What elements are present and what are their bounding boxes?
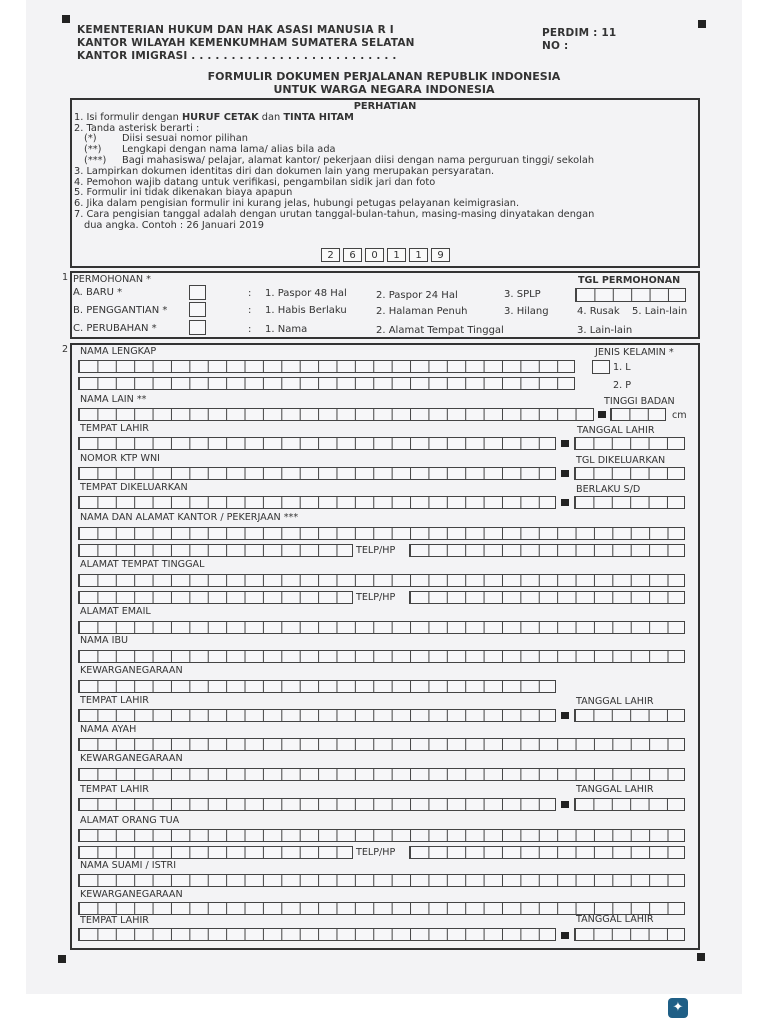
tempat-lahir-ayah-label: TEMPAT LAHIR — [80, 784, 149, 795]
example-digit: 1 — [387, 248, 406, 262]
option-rusak: 4. Rusak — [577, 306, 620, 317]
suami-istri-field[interactable] — [78, 874, 685, 887]
registration-mark-bottom-left — [58, 955, 66, 963]
example-digit: 1 — [409, 248, 428, 262]
tanggal-lahir-ibu-label: TANGGAL LAHIR — [576, 696, 654, 707]
notice-box — [70, 98, 700, 268]
jenis-kelamin-label: JENIS KELAMIN * — [595, 347, 674, 358]
tinggi-badan-label: TINGGI BADAN — [604, 396, 675, 407]
email-field[interactable] — [78, 621, 685, 634]
example-date-digits — [318, 248, 450, 262]
colon: : — [248, 288, 252, 299]
scribd-logo-icon[interactable]: ✦ — [668, 998, 688, 1018]
nama-lain-label: NAMA LAIN ** — [80, 394, 147, 405]
telp-label: TELP/HP — [356, 847, 396, 858]
option-hilang: 3. Hilang — [504, 306, 549, 317]
tanggal-lahir-ayah-field[interactable] — [574, 798, 685, 811]
alamat-ortu-label: ALAMAT ORANG TUA — [80, 815, 180, 826]
tempat-lahir-ibu-field[interactable] — [78, 709, 556, 722]
marker-square — [598, 411, 606, 418]
option-lain-lain-b: 5. Lain-lain — [632, 306, 688, 317]
telp-label: TELP/HP — [356, 545, 396, 556]
nama-ayah-label: NAMA AYAH — [80, 724, 137, 735]
berlaku-label: BERLAKU S/D — [576, 484, 641, 495]
checkbox-baru[interactable] — [189, 285, 206, 300]
form-number: NO : — [542, 40, 569, 52]
marker-square — [561, 470, 569, 477]
kewarganegaraan-ayah-field[interactable] — [78, 768, 685, 781]
tempat-lahir-label: TEMPAT LAHIR — [80, 423, 149, 434]
section-2-number: 2 — [62, 344, 69, 355]
tgl-permohonan-field[interactable] — [575, 288, 686, 302]
colon: : — [248, 324, 252, 335]
registration-mark-top-left — [62, 15, 70, 23]
form-subtitle: UNTUK WARGA NEGARA INDONESIA — [273, 83, 495, 96]
kewarganegaraan-ibu-label: KEWARGANEGARAAN — [80, 665, 183, 676]
tempat-dikeluarkan-field[interactable] — [78, 496, 556, 509]
jenis-kelamin-l: 1. L — [613, 362, 631, 373]
email-label: ALAMAT EMAIL — [80, 606, 151, 617]
tanggal-lahir-field[interactable] — [574, 437, 685, 450]
perdim-code: PERDIM : 11 — [542, 27, 617, 39]
notice-heading: PERHATIAN — [353, 101, 417, 112]
option-perubahan-label: C. PERUBAHAN * — [73, 323, 157, 334]
nama-lengkap-field-1[interactable] — [78, 360, 575, 373]
tempat-lahir-pasangan-label: TEMPAT LAHIR — [80, 915, 149, 926]
alamat-tinggal-label: ALAMAT TEMPAT TINGGAL — [80, 559, 205, 570]
marker-square — [561, 712, 569, 719]
notice-item-5: 5. Formulir ini tidak dikenakan biaya apapun — [74, 187, 293, 199]
alamat-tinggal-field-2[interactable] — [78, 591, 353, 604]
marker-square — [561, 801, 569, 808]
option-halaman-penuh: 2. Halaman Penuh — [376, 306, 468, 317]
kantor-field-2[interactable] — [78, 544, 353, 557]
example-digit: 9 — [431, 248, 450, 262]
berlaku-field[interactable] — [574, 496, 685, 509]
option-paspor-48: 1. Paspor 48 Hal — [265, 288, 347, 299]
alamat-ortu-field-1[interactable] — [78, 829, 685, 842]
immigration-office: KANTOR IMIGRASI . . . . . . . . . . . . . . . . . . . . . . . . . . — [77, 50, 397, 62]
example-digit: 2 — [321, 248, 340, 262]
option-splp: 3. SPLP — [504, 289, 541, 300]
kewarganegaraan-ibu-field[interactable] — [78, 680, 556, 693]
asterisk-1: (*) Diisi sesuai nomor pilihan — [84, 133, 248, 145]
option-lain-lain-c: 3. Lain-lain — [577, 325, 633, 336]
kewarganegaraan-pasangan-label: KEWARGANEGARAAN — [80, 889, 183, 900]
tgl-permohonan-label: TGL PERMOHONAN — [578, 275, 681, 286]
jenis-kelamin-p: 2. P — [613, 380, 631, 391]
kewarganegaraan-ayah-label: KEWARGANEGARAAN — [80, 753, 183, 764]
checkbox-penggantian[interactable] — [189, 302, 206, 317]
notice-item-6: 6. Jika dalam pengisian formulir ini kurang jelas, hubungi petugas pelayanan keimigrasian. — [74, 198, 520, 210]
option-baru-label: A. BARU * — [73, 287, 123, 298]
alamat-ortu-telp-field[interactable] — [409, 846, 685, 859]
regional-office: KANTOR WILAYAH KEMENKUMHAM SUMATERA SELATAN — [77, 37, 415, 49]
tanggal-lahir-pasangan-field[interactable] — [574, 928, 685, 941]
tempat-lahir-field[interactable] — [78, 437, 556, 450]
tgl-dikeluarkan-field[interactable] — [574, 467, 685, 480]
tempat-lahir-ayah-field[interactable] — [78, 798, 556, 811]
alamat-tinggal-field-1[interactable] — [78, 574, 685, 587]
section-1-number: 1 — [62, 272, 69, 283]
nama-ibu-label: NAMA IBU — [80, 635, 129, 646]
tanggal-lahir-ibu-field[interactable] — [574, 709, 685, 722]
nama-lengkap-label: NAMA LENGKAP — [80, 346, 157, 357]
nama-ayah-field[interactable] — [78, 738, 685, 751]
alamat-telp-field[interactable] — [409, 591, 685, 604]
ministry-name: KEMENTERIAN HUKUM DAN HAK ASASI MANUSIA R I — [77, 24, 394, 36]
notice-item-3: 3. Lampirkan dokumen identitas diri dan dokumen lain yang merupakan persyaratan. — [74, 165, 495, 177]
tanggal-lahir-pasangan-label: TANGGAL LAHIR — [576, 914, 654, 925]
colon: : — [248, 305, 252, 316]
registration-mark-top-right — [698, 20, 706, 28]
nomor-ktp-field[interactable] — [78, 467, 556, 480]
section-1-title: PERMOHONAN * — [73, 274, 151, 285]
tanggal-lahir-ayah-label: TANGGAL LAHIR — [576, 784, 654, 795]
notice-item-1: 1. Isi formulir dengan HURUF CETAK dan TINTA HITAM — [74, 111, 354, 123]
notice-item-7: 7. Cara pengisian tanggal adalah dengan urutan tanggal-bulan-tahun, masing-masing dinyatakan dengan — [74, 208, 595, 220]
telp-label: TELP/HP — [356, 592, 396, 603]
marker-square — [561, 932, 569, 939]
tempat-lahir-pasangan-field[interactable] — [78, 928, 556, 941]
registration-mark-bottom-right — [697, 953, 705, 961]
option-penggantian-label: B. PENGGANTIAN * — [73, 305, 168, 316]
tempat-dikeluarkan-label: TEMPAT DIKELUARKAN — [80, 482, 188, 493]
asterisk-3: (***) Bagi mahasiswa/ pelajar, alamat kantor/ pekerjaan diisi dengan nama perguruan tinggi/ sekolah — [84, 154, 595, 166]
header-block — [77, 24, 415, 63]
form-code-block — [542, 27, 616, 53]
option-nama: 1. Nama — [265, 324, 308, 335]
suami-istri-label: NAMA SUAMI / ISTRI — [80, 860, 177, 871]
example-digit: 0 — [365, 248, 384, 262]
tempat-lahir-ibu-label: TEMPAT LAHIR — [80, 695, 149, 706]
nama-lengkap-field-2[interactable] — [78, 377, 575, 390]
tinggi-badan-field[interactable] — [610, 408, 666, 421]
marker-square — [561, 499, 569, 506]
jenis-kelamin-checkbox[interactable] — [592, 360, 610, 374]
cm-unit: cm — [672, 410, 687, 421]
nama-ibu-field[interactable] — [78, 650, 685, 663]
notice-list — [72, 113, 698, 232]
nomor-ktp-label: NOMOR KTP WNI — [80, 453, 161, 464]
checkbox-perubahan[interactable] — [189, 320, 206, 335]
tanggal-lahir-label: TANGGAL LAHIR — [577, 425, 655, 436]
notice-item-7b: dua angka. Contoh : 26 Januari 2019 — [84, 219, 265, 231]
marker-square — [561, 440, 569, 447]
form-title: FORMULIR DOKUMEN PERJALANAN REPUBLIK INDONESIA — [207, 70, 561, 83]
option-habis-berlaku: 1. Habis Berlaku — [265, 305, 347, 316]
kantor-label: NAMA DAN ALAMAT KANTOR / PEKERJAAN *** — [80, 512, 299, 523]
option-alamat-tinggal: 2. Alamat Tempat Tinggal — [376, 325, 504, 336]
notice-item-2: 2. Tanda asterisk berarti : — [74, 122, 200, 134]
alamat-ortu-field-2[interactable] — [78, 846, 353, 859]
asterisk-2: (**) Lengkapi dengan nama lama/ alias bila ada — [84, 144, 336, 156]
notice-item-4: 4. Pemohon wajib datang untuk verifikasi, pengambilan sidik jari dan foto — [74, 176, 436, 188]
example-digit: 6 — [343, 248, 362, 262]
kantor-field-1[interactable] — [78, 527, 685, 540]
nama-lain-field[interactable] — [78, 408, 594, 421]
option-paspor-24: 2. Paspor 24 Hal — [376, 290, 458, 301]
tgl-dikeluarkan-label: TGL DIKELUARKAN — [576, 455, 666, 466]
kantor-telp-field[interactable] — [409, 544, 685, 557]
